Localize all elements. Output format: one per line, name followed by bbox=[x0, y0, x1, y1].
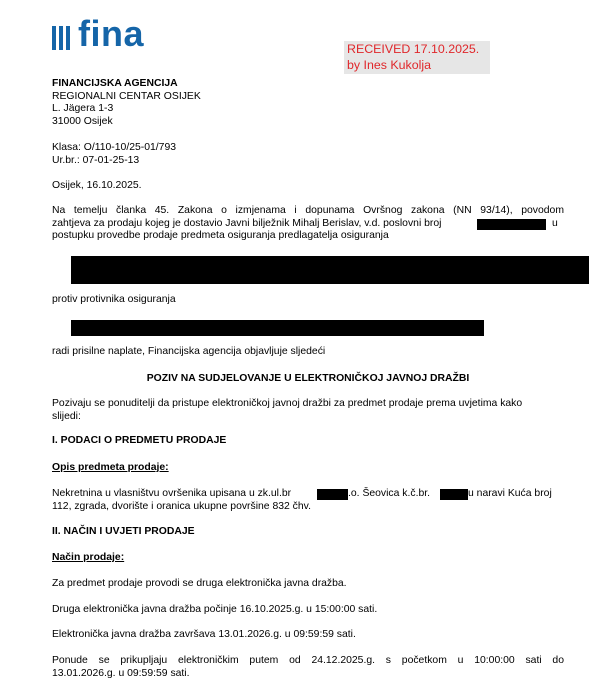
logo-wordmark: fina bbox=[78, 13, 145, 54]
intro-paragraph bbox=[52, 205, 564, 243]
logo-bars-icon bbox=[52, 26, 70, 50]
document-title: POZIV NA SUDJELOVANJE U ELEKTRONIČKOJ JAVNOJ DRAŽBI bbox=[146, 373, 470, 384]
stamp-by-line: by Ines Kukolja bbox=[347, 57, 432, 72]
sender-city: 31000 Osijek bbox=[52, 115, 113, 127]
sender-street: L. Jägera 1-3 bbox=[52, 103, 114, 115]
property-line-1-a: Nekretnina u vlasništvu ovršenika upisana u zk.ul.br bbox=[52, 488, 292, 499]
urbr-ref: Ur.br.: 07-01-25-13 bbox=[52, 154, 140, 166]
intro-line-3: postupku provedbe prodaje predmeta osiguranja predlagatelja osiguranja bbox=[52, 230, 389, 242]
property-line-2: 112, zgrada, dvorište i oranica ukupne površine 832 čhv. bbox=[52, 500, 311, 512]
auction-start-line: Druga elektronička javna dražba počinje 16.10.2025.g. u 15:00:00 sati. bbox=[52, 604, 378, 615]
sender-block bbox=[52, 78, 201, 128]
invite-paragraph bbox=[52, 398, 564, 423]
sender-name: FINANCIJSKA AGENCIJA bbox=[52, 78, 178, 89]
invite-line-2: slijedi: bbox=[52, 410, 81, 422]
reference-block bbox=[52, 142, 176, 167]
stamp-received-line: RECEIVED 17.10.2025. bbox=[347, 42, 480, 56]
section-1-subheading: Opis predmeta prodaje: bbox=[52, 462, 169, 473]
received-stamp bbox=[344, 41, 490, 74]
property-line-1-b: .o. Šeovica k.č.br. bbox=[348, 488, 431, 499]
intro-line-2-text: zahtjeva za prodaju kojeg je dostavio Javni bilježnik Mihalj Berislav, v.d. poslovni broj bbox=[52, 217, 442, 229]
intro-line-1: Na temelju članka 45. Zakona o izmjenama i dopunama Ovršnog zakona (NN 93/14), povodom bbox=[52, 205, 564, 216]
redacted-land-registry bbox=[317, 489, 348, 500]
intro-line-2 bbox=[52, 218, 564, 231]
section-2-subheading: Način prodaje: bbox=[52, 552, 125, 563]
section-2-heading: II. NAČIN I UVJETI PRODAJE bbox=[52, 526, 195, 537]
redacted-creditor-block bbox=[71, 256, 589, 284]
auction-end-line: Elektronička javna dražba završava 13.01.2026.g. u 09:59:59 sati. bbox=[52, 629, 356, 640]
offers-line-2: 13.01.2026.g. u 09:59:59 sati. bbox=[52, 667, 190, 679]
section-1-heading: I. PODACI O PREDMETU PRODAJE bbox=[52, 435, 227, 446]
against-line: protiv protivnika osiguranja bbox=[52, 294, 176, 305]
sender-center: REGIONALNI CENTAR OSIJEK bbox=[52, 90, 201, 102]
property-line-1 bbox=[52, 488, 564, 501]
intro-line-2-end: u bbox=[552, 217, 558, 229]
sale-method-line: Za predmet prodaje provodi se druga elektronička javna dražba. bbox=[52, 578, 347, 589]
redacted-debtor-block bbox=[71, 320, 484, 336]
property-line-1-c: u naravi Kuća broj bbox=[468, 488, 552, 499]
redacted-parcel-number bbox=[440, 489, 468, 500]
invite-line-1: Pozivaju se ponuditelji da pristupe elektroničkoj javnoj dražbi za predmet prodaje prema uvjetima kako bbox=[52, 398, 523, 409]
property-description bbox=[52, 488, 564, 513]
klasa-ref: Klasa: O/110-10/25-01/793 bbox=[52, 142, 177, 153]
redacted-case-number bbox=[477, 219, 546, 230]
date-line: Osijek, 16.10.2025. bbox=[52, 180, 142, 191]
purpose-line: radi prisilne naplate, Financijska agencija objavljuje sljedeći bbox=[52, 346, 326, 357]
offers-paragraph bbox=[52, 655, 564, 680]
offers-line-1: Ponude se prikupljaju elektroničkim putem od 24.12.2025.g. s početkom u 10:00:00 sati do bbox=[52, 655, 564, 666]
fina-logo bbox=[52, 14, 144, 54]
